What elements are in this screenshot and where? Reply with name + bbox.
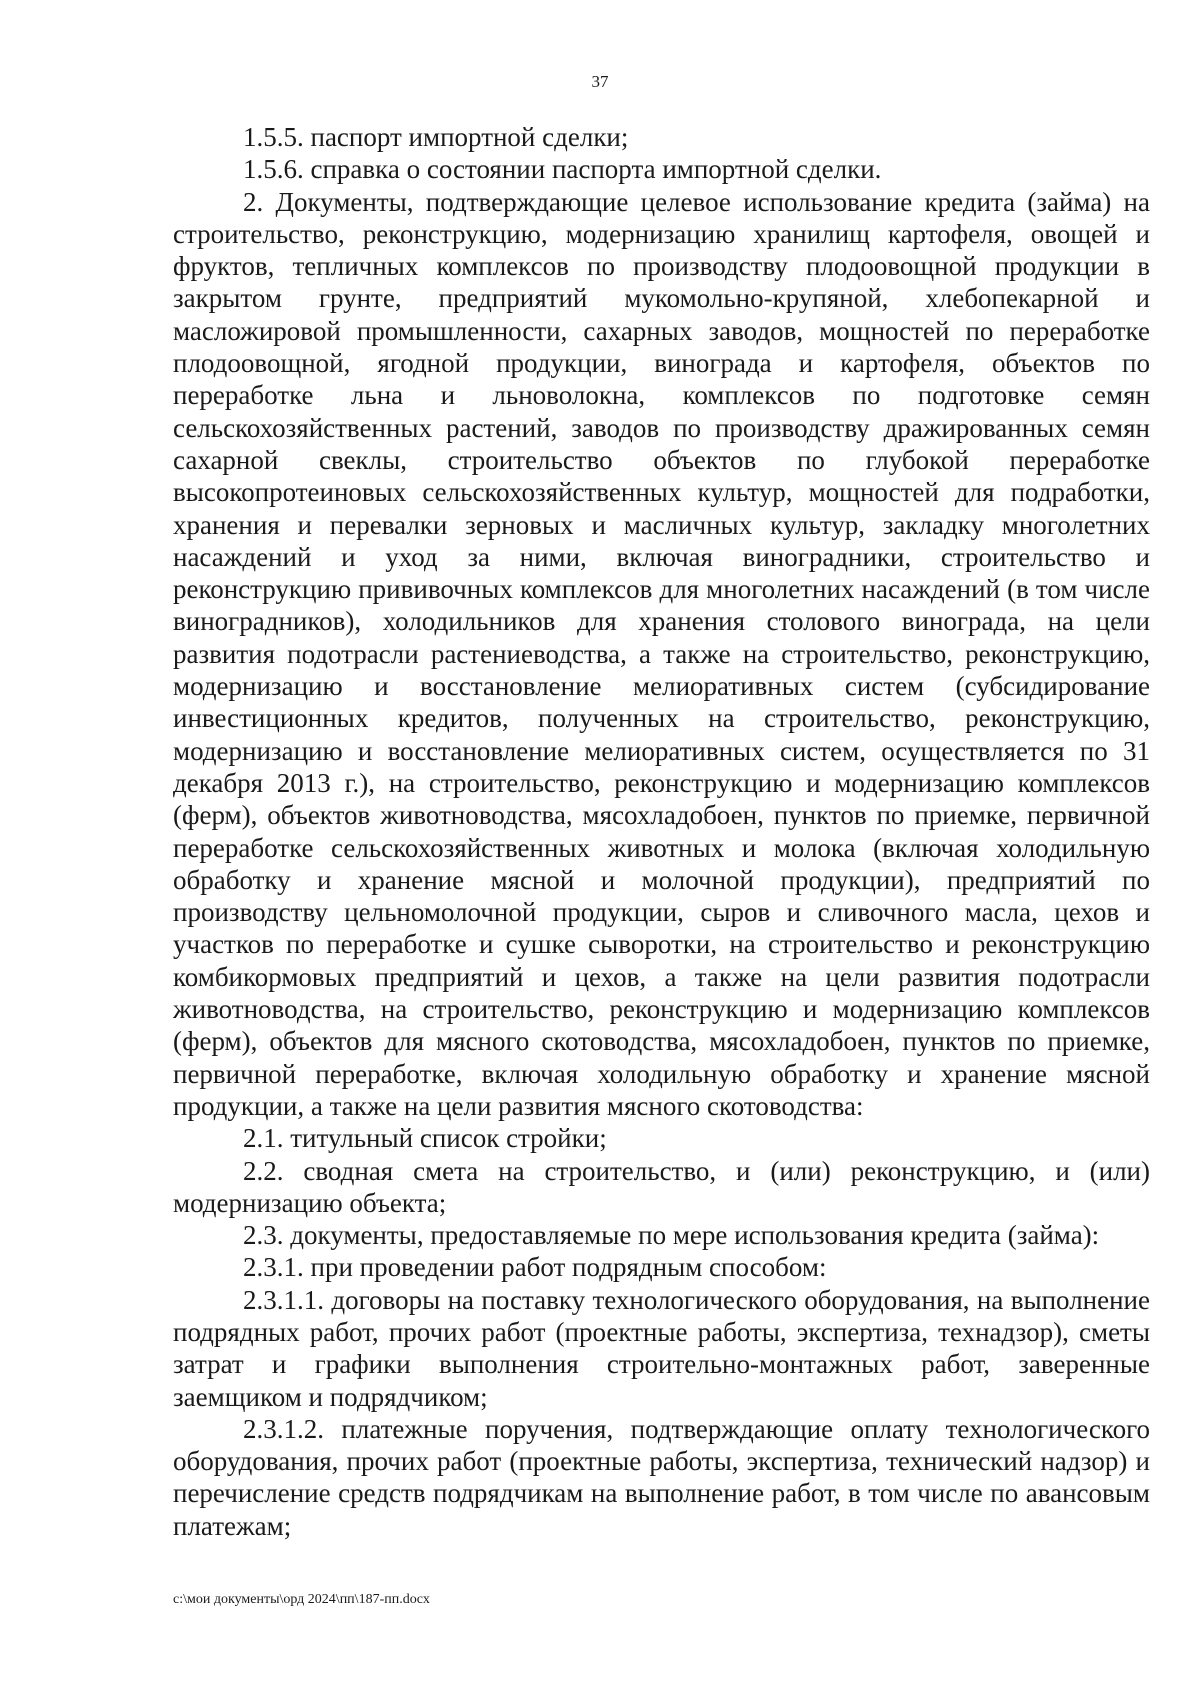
paragraph-2-3: 2.3. документы, предоставляемые по мере использования кредита (займа):: [243, 1220, 1100, 1251]
paragraph-2-1: 2.1. титульный список стройки;: [243, 1123, 607, 1154]
file-path-footer: c:\мои документы\орд 2024\пп\187-пп.docx: [173, 1592, 430, 1607]
paragraph-1-5-6: 1.5.6. справка о состоянии паспорта импортной сделки.: [243, 154, 882, 185]
paragraph-1-5-5: 1.5.5. паспорт импортной сделки;: [243, 122, 629, 152]
page-number: 37: [591, 72, 609, 91]
paragraph-2-3-1-1: 2.3.1.1. договоры на поставку технологического оборудования, на выполнение подрядных работ, прочих работ (проектные работы, экспертиза, технадзор), сметы затрат и графики выполнения строительно-монтажных работ, заверенные заемщиком и подрядчиком;: [173, 1284, 1150, 1412]
paragraph-2-3-1-2: 2.3.1.2. платежные поручения, подтверждающие оплату технологического оборудования, прочих работ (проектные работы, экспертиза, технический надзор) и перечисление средств подрядчикам на выполнение работ, в том числе по авансовым платежам;: [173, 1413, 1150, 1541]
document-body: [173, 121, 1150, 1542]
paragraph-2-2: 2.2. сводная смета на строительство, и (или) реконструкцию, и (или) модернизацию объекта;: [173, 1155, 1150, 1218]
paragraph-2: 2. Документы, подтверждающие целевое использование кредита (займа) на строительство, реконструкцию, модернизацию хранилищ картофеля, овощей и фруктов, тепличных комплексов по производству плодоовощной продукции в закрытом грунте, предприятий мукомольно-крупяной, хлебопекарной и масложировой промышленности, сахарных заводов, мощностей по переработке плодоовощной, ягодной продукции, винограда и картофеля, объектов по переработке льна и льноволокна, комплексов по подготовке семян сельскохозяйственных растений, заводов по производству дражированных семян сахарной свеклы, строительство объектов по глубокой переработке высокопротеиновых сельскохозяйственных культур, мощностей для подработки, хранения и перевалки зерновых и масличных культур, закладку многолетних насаждений и уход за ними, включая виноградники, строительство и реконструкцию прививочных комплексов для многолетних насаждений (в том числе виноградников), холодильников для хранения столового винограда, на цели развития подотрасли растениеводства, а также на строительство, реконструкцию, модернизацию и восстановление мелиоративных систем (субсидирование инвестиционных кредитов, полученных на строительство, реконструкцию, модернизацию и восстановление мелиоративных систем, осуществляется по 31 декабря 2013 г.), на строительство, реконструкцию и модернизацию комплексов (ферм), объектов животноводства, мясохладобоен, пунктов по приемке, первичной переработке сельскохозяйственных животных и молока (включая холодильную обработку и хранение мясной и молочной продукции), предприятий по производству цельномолочной продукции, сыров и сливочного масла, цехов и участков по переработке и сушке сыворотки, на строительство и реконструкцию комбикормовых предприятий и цехов, а также на цели развития подотрасли животноводства, на строительство, реконструкцию и модернизацию комплексов (ферм), объектов для мясного скотоводства, мясохладобоен, пунктов по приемке, первичной переработке, включая холодильную обработку и хранение мясной продукции, а также на цели развития мясного скотоводства:: [173, 186, 1150, 1121]
paragraph-2-3-1: 2.3.1. при проведении работ подрядным способом:: [243, 1252, 827, 1283]
